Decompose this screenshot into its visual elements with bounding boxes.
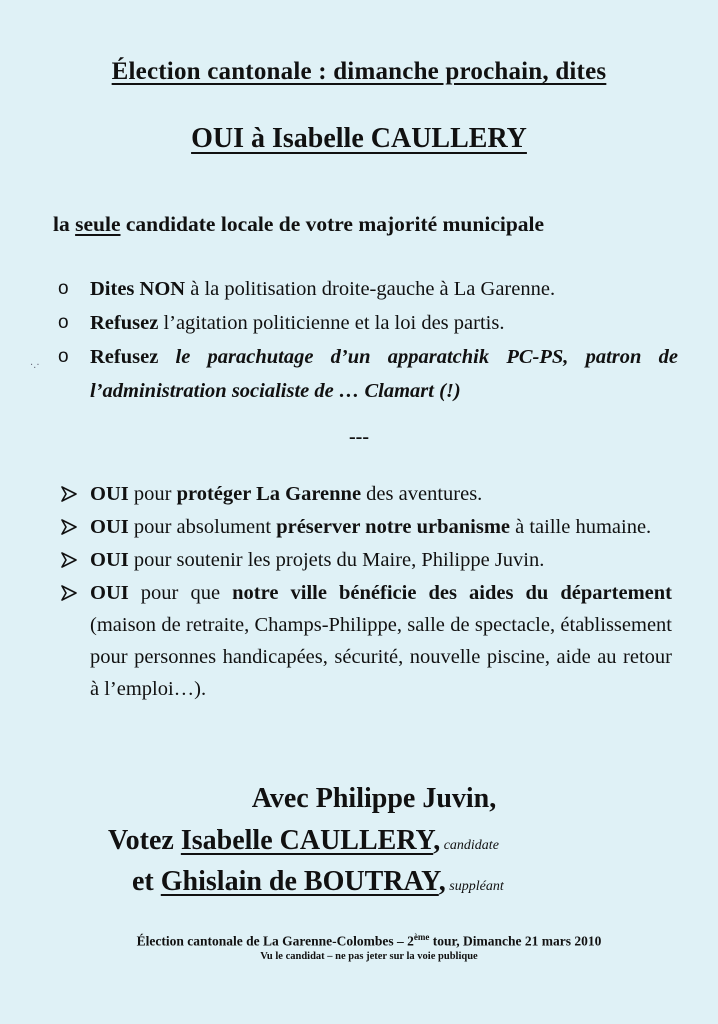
arrow-bullet-icon bbox=[60, 519, 78, 535]
candidate-role: candidate bbox=[440, 838, 499, 853]
support-list bbox=[60, 478, 672, 706]
headline: Élection cantonale : dimanche prochain, dites bbox=[111, 58, 607, 85]
substitute-role: suppléant bbox=[445, 879, 504, 894]
list-item: o Dites NON à la politisation droite-gauche à La Garenne. bbox=[58, 272, 678, 306]
candidate-name: Isabelle CAULLERY bbox=[180, 825, 434, 856]
arrow-bullet-icon bbox=[60, 552, 78, 568]
list-item: OUI pour soutenir les projets du Maire, Philippe Juvin. bbox=[60, 544, 672, 576]
closing-line-3: et Ghislain de BOUTRAY, suppléant bbox=[132, 866, 504, 897]
list-item: OUI pour que notre ville bénéficie des aides du département (maison de retraite, Champs-Philippe, salle de spectacle, établissement pour personnes handicapées, sécurité, nouvelle piscine, aide au retour à l’emploi…). bbox=[60, 577, 672, 705]
refusal-list bbox=[58, 272, 678, 408]
list-item: o Refusez le parachutage d’un apparatchik PC-PS, patron de l’administration socialiste de … Clamart (!) bbox=[58, 340, 678, 408]
circle-bullet-icon: o bbox=[58, 312, 69, 333]
arrow-bullet-icon bbox=[60, 486, 78, 502]
closing-line-1: Avec Philippe Juvin, bbox=[251, 783, 497, 814]
arrow-bullet-icon bbox=[60, 585, 78, 601]
substitute-name: Ghislain de BOUTRAY bbox=[160, 866, 439, 897]
election-footer: Élection cantonale de La Garenne-Colombes – 2ème tour, Dimanche 21 mars 2010 bbox=[136, 932, 602, 949]
circle-bullet-icon: o bbox=[58, 346, 69, 367]
list-item: OUI pour absolument préserver notre urbanisme à taille humaine. bbox=[60, 511, 672, 543]
scan-speck: ·.· bbox=[30, 360, 40, 371]
legal-notice: Vu le candidat – ne pas jeter sur la voie publique bbox=[260, 951, 478, 962]
tagline-emphasis: seule bbox=[75, 212, 121, 236]
closing-line-2: Votez Isabelle CAULLERY, candidate bbox=[108, 825, 499, 856]
tagline: la seule candidate locale de votre majorité municipale bbox=[53, 212, 545, 236]
separator: --- bbox=[349, 426, 369, 448]
list-item: o Refusez l’agitation politicienne et la loi des partis. bbox=[58, 306, 678, 340]
list-item: OUI pour protéger La Garenne des aventures. bbox=[60, 478, 672, 510]
circle-bullet-icon: o bbox=[58, 278, 69, 299]
headline-candidate: OUI à Isabelle CAULLERY bbox=[191, 123, 527, 154]
